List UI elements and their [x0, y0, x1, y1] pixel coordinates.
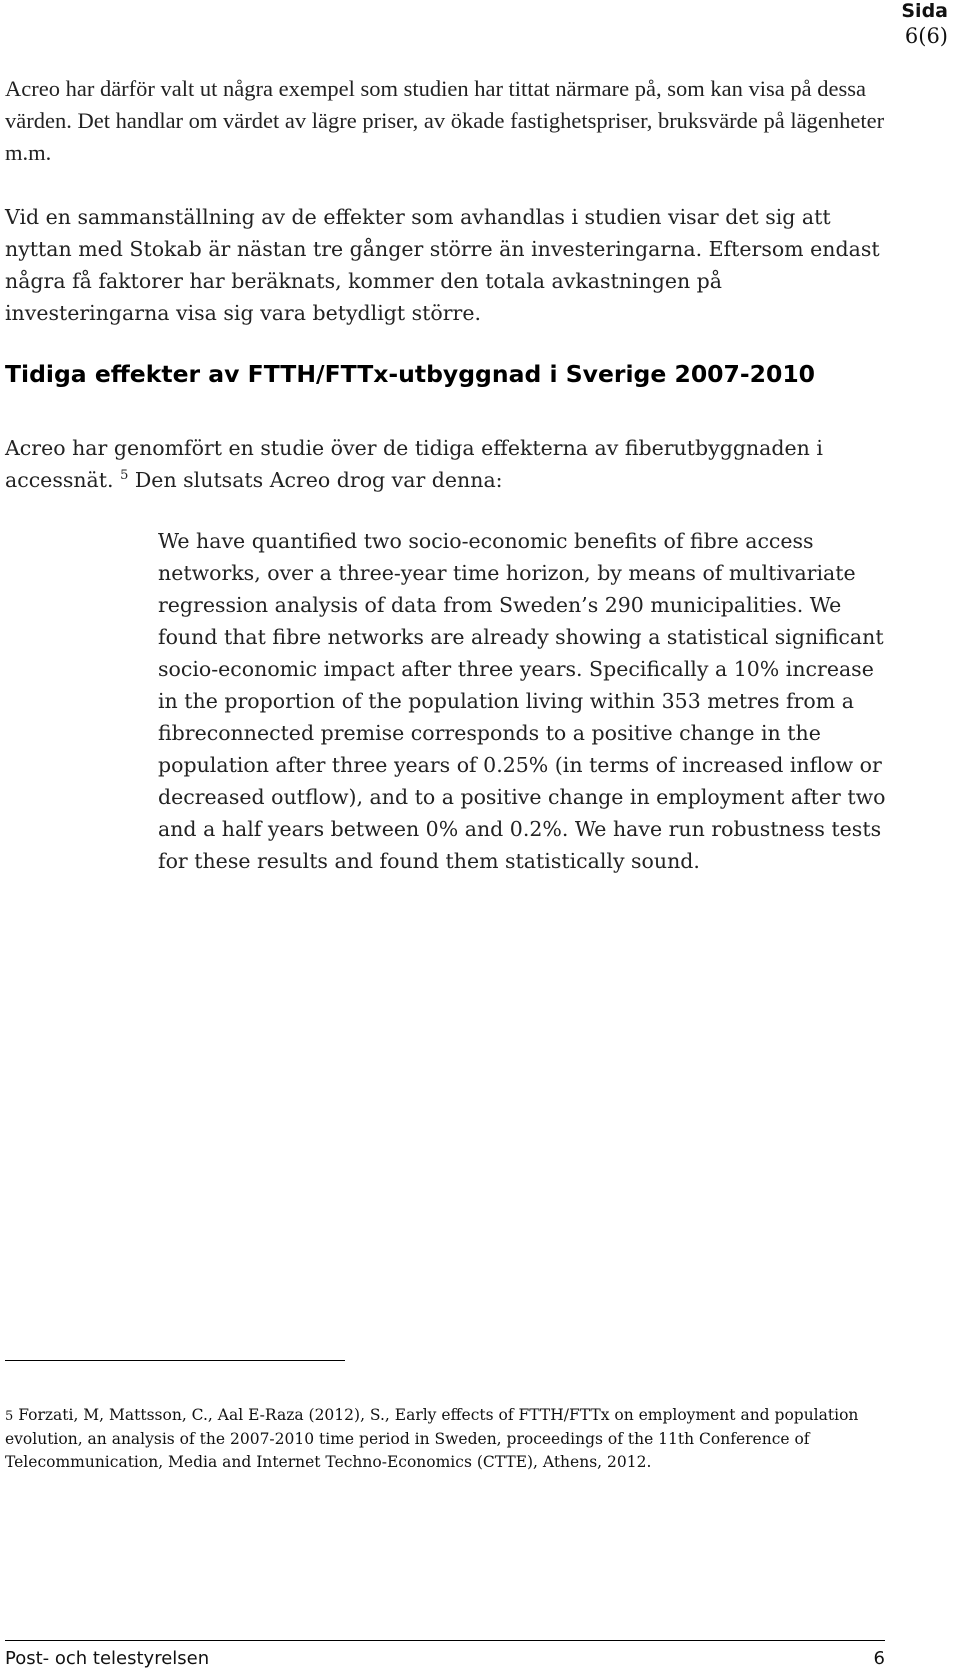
- footnote-mark: 5: [5, 1409, 14, 1424]
- paragraph-summary: Vid en sammanställning av de effekter som avhandlas i studien visar det sig att nyttan med Stokab är nästan tre gånger större än investeringarna. Eftersom endast några få faktorer har beräknats, kommer den totala avkastningen på investeringarna visa sig vara betydligt större.: [5, 205, 880, 325]
- footnote: [5, 1404, 885, 1474]
- header-label: Sida: [901, 0, 948, 22]
- footer-divider: [5, 1640, 885, 1641]
- footnote-divider: [5, 1360, 345, 1361]
- footer-page-number: 6: [873, 1648, 885, 1669]
- footnote-reference[interactable]: 5: [120, 468, 129, 484]
- block-quote: We have quantified two socio-economic benefits of fibre access networks, over a three-year time horizon, by means of multivariate regression analysis of data from Sweden’s 290 municipalities. We found that fibre networks are already showing a statistical significant socio-economic impact after three years. Specifically a 10% increase in the proportion of the population living within 353 metres from a fibreconnected premise corresponds to a positive change in the population after three years of 0.25% (in terms of increased inflow or decreased outflow), and to a positive change in employment after two and a half years between 0% and 0.2%. We have run robustness tests for these results and found them statistically sound.: [158, 529, 886, 873]
- footnote-text: Forzati, M, Mattsson, C., Aal E-Raza (2012), S., Early effects of FTTH/FTTx on employment and population evolution, an analysis of the 2007-2010 time period in Sweden, proceedings of the 11th Conference of Telecommunication, Media and Internet Techno-Economics (CTTE), Athens, 2012.: [5, 1406, 859, 1471]
- paragraph-examples: Acreo har därför valt ut några exempel som studien har tittat närmare på, som kan visa på dessa värden. Det handlar om värdet av lägre priser, av ökade fastighetspriser, bruksvärde på lägenheter m.m.: [5, 76, 885, 165]
- page-header: [901, 0, 948, 50]
- section-intro: [5, 432, 885, 496]
- footer-organization: Post- och telestyrelsen: [5, 1648, 210, 1669]
- section-heading: Tidiga effekter av FTTH/FTTx-utbyggnad i Sverige 2007-2010: [5, 360, 816, 388]
- section-intro-text: Acreo har genomfört en studie över de tidiga effekterna av fiberutbyggnaden i accessnät.: [5, 436, 823, 492]
- header-page-indicator: 6(6): [904, 24, 948, 48]
- section-intro-tail: Den slutsats Acreo drog var denna:: [128, 468, 503, 492]
